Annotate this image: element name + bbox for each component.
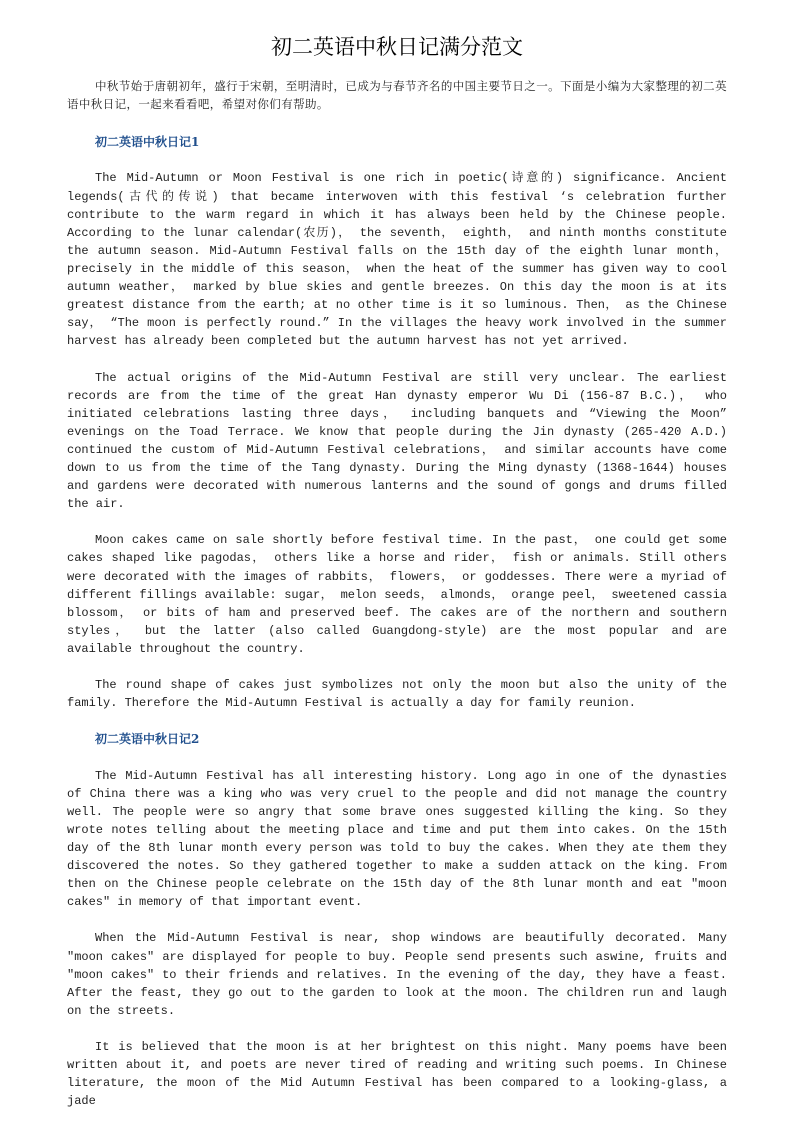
page-title: 初二英语中秋日记满分范文 — [271, 35, 523, 59]
spacer — [67, 911, 727, 929]
paragraph: When the Mid-Autumn Festival is near, shop windows are beautifully decorated. Many "moon cakes" are displayed for people to buy. People send presents such aswine, fruits and "moon cakes" to their friends and relatives. In the evening of the day, they have a feast. After the feast, they go out to the garden to look at the moon. The children run and laugh on the streets. — [67, 931, 727, 1018]
spacer — [67, 350, 727, 368]
spacer — [67, 115, 727, 133]
spacer — [67, 513, 727, 531]
spacer — [67, 748, 727, 766]
spacer — [67, 658, 727, 676]
section-heading-2: 初二英语中秋日记2 — [95, 732, 200, 747]
paragraph: Moon cakes came on sale shortly before festival time. In the past， one could get some cakes shaped like pagodas， others like a horse and rider， fish or animals. Still others were decorated with the images of rabbits， flowers， or goddesses. There were a myriad of different fillings available: sugar， melon seeds， almonds， orange peel， sweetened cassia blossom， or bits of ham and preserved beef. The cakes are of the northern and southern styles， but the latter (also called Guangdong-style) are the most popular and are available throughout the country. — [67, 533, 727, 656]
spacer — [67, 1020, 727, 1038]
paragraph: The Mid-Autumn Festival has all interesting history. Long ago in one of the dynasties of China there was a king who was very cruel to the people and did not manage the country well. The people were so angry that some brave ones suggested killing the king. So they wrote notes telling about the meeting place and time and put them into cakes. On the 15th day of the 8th lunar month every person was told to buy the cakes. When they ate them they discovered the notes. So they gathered together to make a sudden attack on the king. From then on the Chinese people celebrate on the 15th day of the 8th lunar month and eat "moon cakes" in memory of that important event. — [67, 768, 727, 910]
spacer — [67, 151, 727, 169]
intro-paragraph: 中秋节始于唐朝初年，盛行于宋朝，至明清时，已成为与春节齐名的中国主要节日之一。下面是小编为大家整理的初二英语中秋日记，一起来看看吧，希望对你们有帮助。 — [67, 81, 727, 113]
paragraph: The Mid-Autumn or Moon Festival is one rich in poetic(诗意的) significance. Ancient legends(古代的传说) that became interwoven with this festival ‘s celebration further contribute to the warm regard in which it has always been held by the Chinese people. According to the lunar calendar(农历)， the seventh， eighth， and ninth months constitute the autumn season. Mid-Autumn Festival falls on the 15th day of the eighth lunar month， precisely in the middle of this season， when the heat of the summer has given way to cool autumn weather， marked by blue skies and gentle breezes. On this day the moon is at its greatest distance from the earth; at no other time is it so luminous. Then， as the Chinese say， “The moon is perfectly round.” In the villages the heavy work involved in the summer harvest has already been completed but the autumn harvest has not yet arrived. — [67, 171, 727, 349]
document-body — [67, 79, 727, 1110]
paragraph: The round shape of cakes just symbolizes not only the moon but also the unity of the family. Therefore the Mid-Autumn Festival is actually a day for family reunion. — [67, 678, 727, 711]
paragraph: The actual origins of the Mid-Autumn Festival are still very unclear. The earliest records are from the time of the great Han dynasty emperor Wu Di (156-87 B.C.)， who initiated celebrations lasting three days， including banquets and “Viewing the Moon” evenings on the Toad Terrace. We know that people during the Jin dynasty (265-420 A.D.) continued the custom of Mid-Autumn Festival celebrations， and similar accounts have come down to us from the time of the Tang dynasty. During the Ming dynasty (1368-1644) houses and gardens were decorated with numerous lanterns and the sound of gongs and drums filled the air. — [67, 370, 727, 512]
spacer — [67, 712, 727, 730]
paragraph: It is believed that the moon is at her brightest on this night. Many poems have been written about it, and poets are never tired of reading and writing such poems. In Chinese literature, the moon of the Mid Autumn Festival has been compared to a looking-glass, a jade — [67, 1039, 727, 1109]
section-heading-1: 初二英语中秋日记1 — [95, 135, 200, 150]
